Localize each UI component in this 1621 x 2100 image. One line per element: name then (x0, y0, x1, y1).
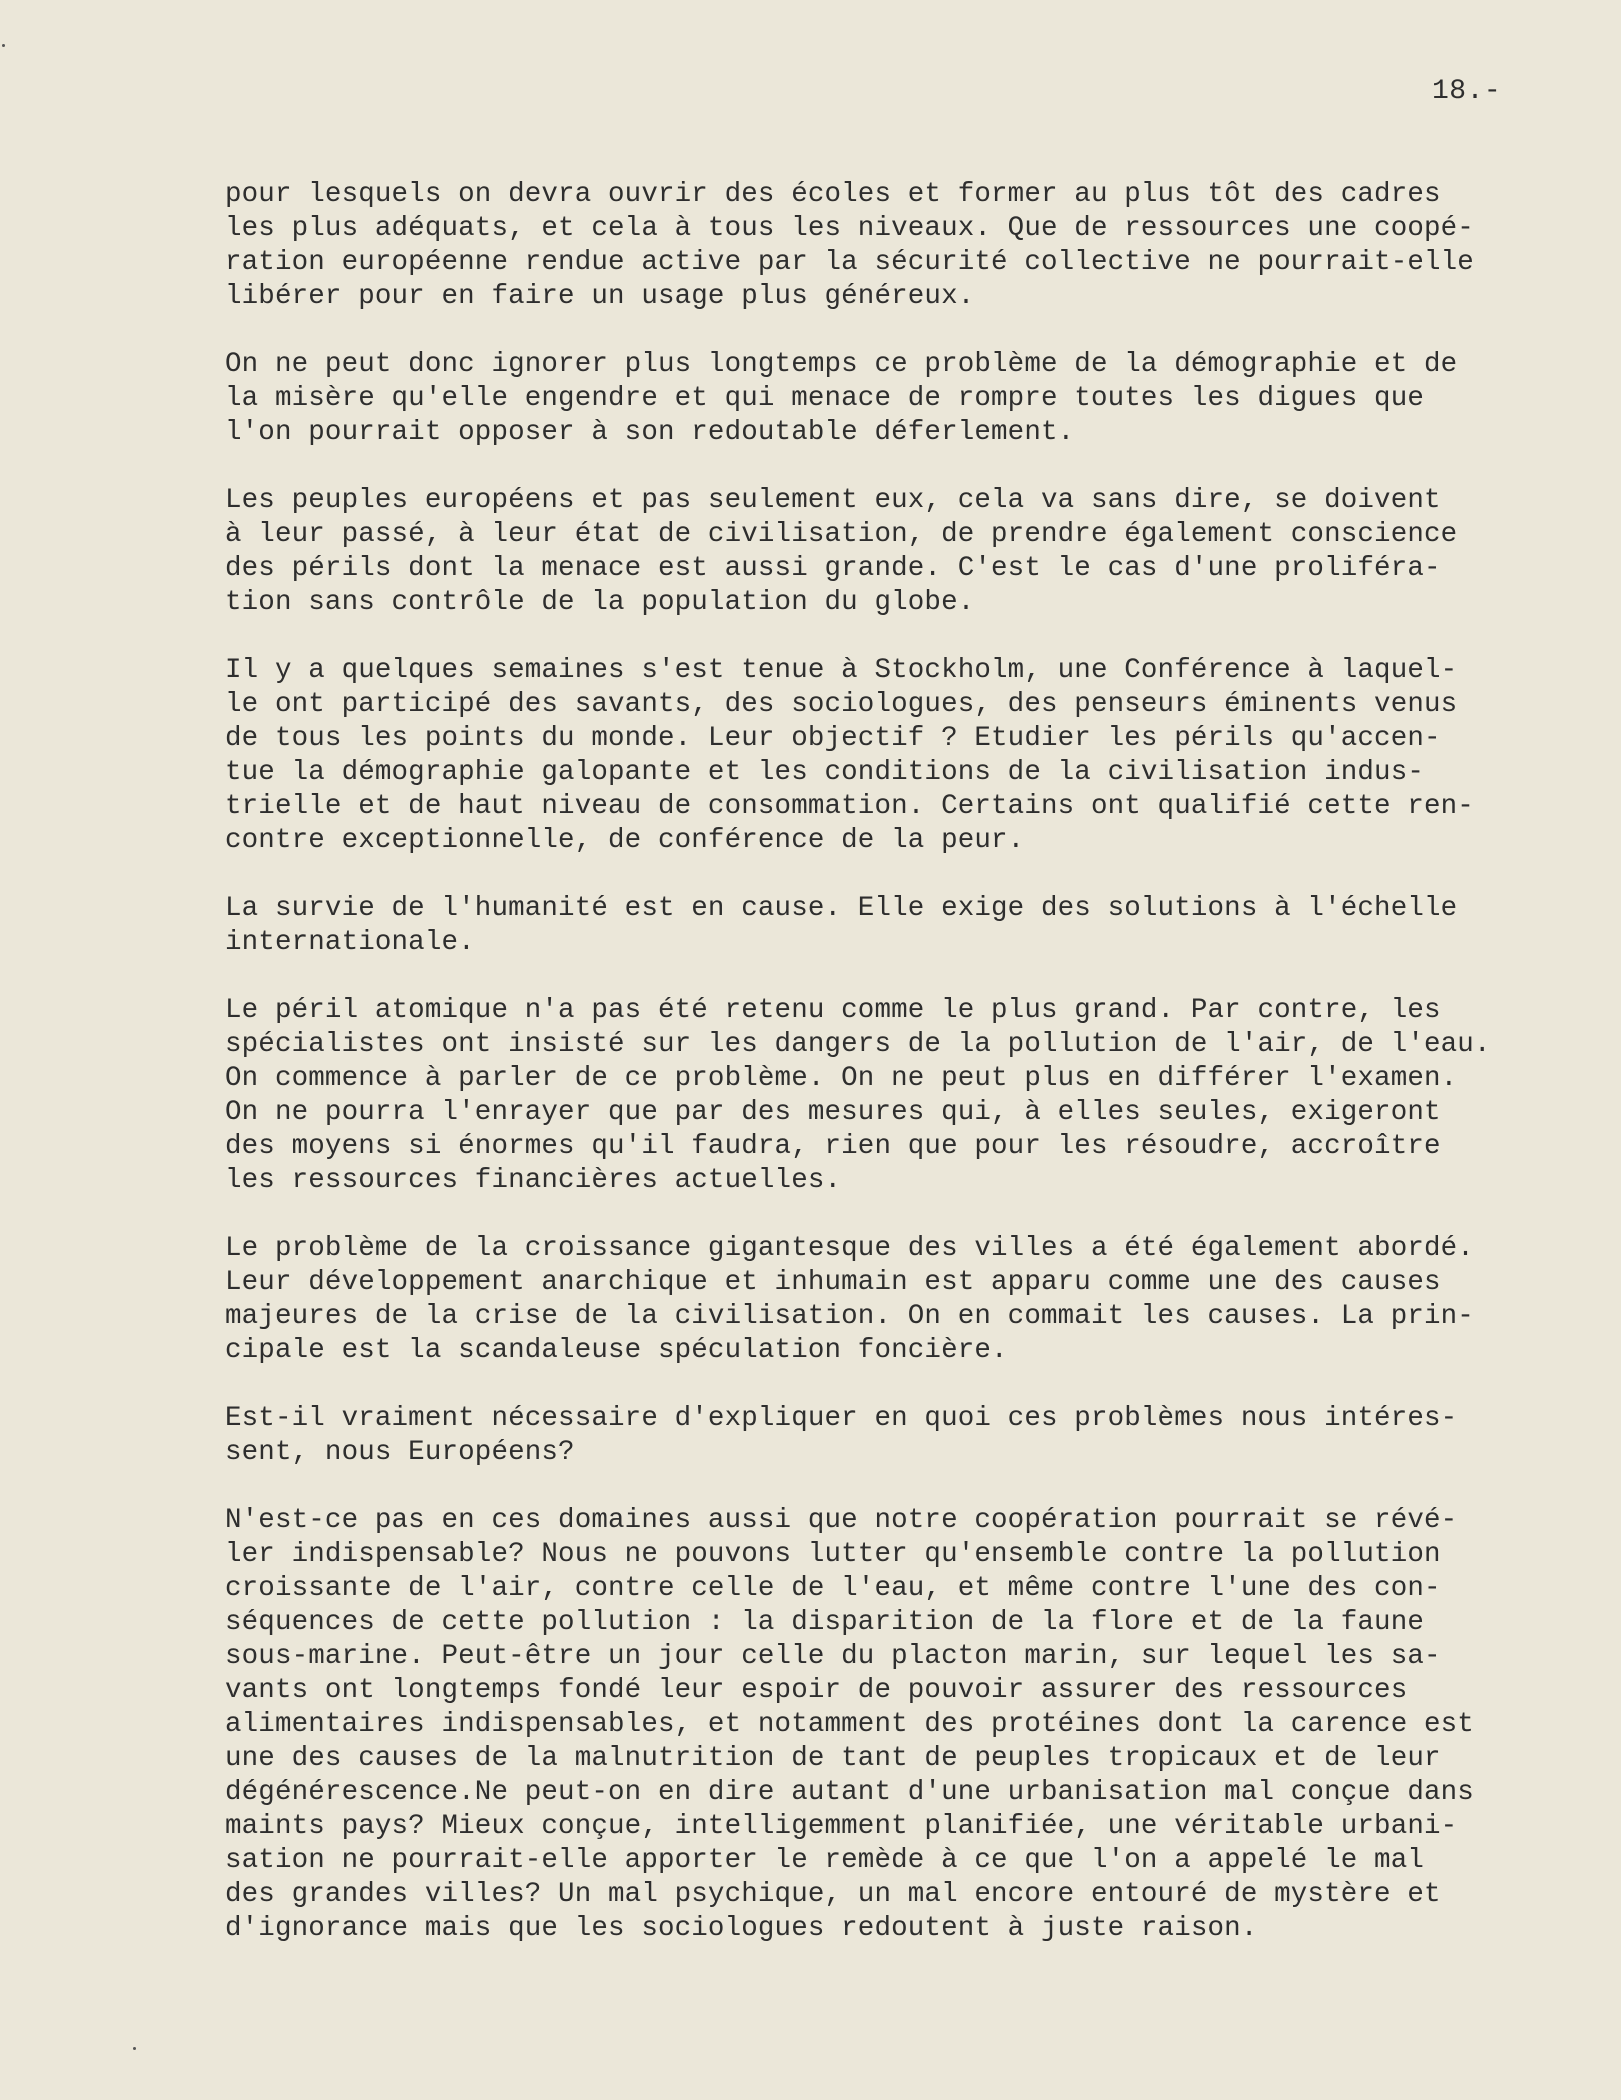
page-number: 18.- (1432, 76, 1502, 107)
text-line: sous-marine. Peut-être un jour celle du placton marin, sur lequel les sa- (225, 1641, 1441, 1672)
text-line: ration européenne rendue active par la sécurité collective ne pourrait-elle (225, 247, 1474, 278)
text-line: séquences de cette pollution : la disparition de la flore et de la faune (225, 1607, 1424, 1638)
text-line: La survie de l'humanité est en cause. Elle exige des solutions à l'échelle (225, 893, 1458, 924)
text-line: sent, nous Européens? (225, 1437, 575, 1468)
text-line: Le problème de la croissance gigantesque des villes a été également abordé. (225, 1233, 1474, 1264)
text-line: On ne pourra l'enrayer que par des mesures qui, à elles seules, exigeront (225, 1097, 1441, 1128)
text-line: Le péril atomique n'a pas été retenu comme le plus grand. Par contre, les (225, 995, 1441, 1026)
text-line: majeures de la crise de la civilisation. On en commait les causes. La prin- (225, 1301, 1474, 1332)
paragraph (225, 1504, 1565, 1946)
text-line: croissante de l'air, contre celle de l'eau, et même contre l'une des con- (225, 1573, 1441, 1604)
text-line: vants ont longtemps fondé leur espoir de pouvoir assurer des ressources (225, 1675, 1408, 1706)
text-line: tion sans contrôle de la population du globe. (225, 587, 975, 618)
text-line: des moyens si énormes qu'il faudra, rien que pour les résoudre, accroître (225, 1131, 1441, 1162)
text-line: contre exceptionnelle, de conférence de la peur. (225, 825, 1025, 856)
text-line: internationale. (225, 927, 475, 958)
text-line: les plus adéquats, et cela à tous les niveaux. Que de ressources une coopé- (225, 213, 1474, 244)
text-line: libérer pour en faire un usage plus généreux. (225, 281, 975, 312)
text-line: ler indispensable? Nous ne pouvons lutter qu'ensemble contre la pollution (225, 1539, 1441, 1570)
text-line: On ne peut donc ignorer plus longtemps ce problème de la démographie et de (225, 349, 1458, 380)
paragraph (225, 1232, 1565, 1368)
text-line: de tous les points du monde. Leur objectif ? Etudier les périls qu'accen- (225, 723, 1441, 754)
text-line: les ressources financières actuelles. (225, 1165, 842, 1196)
paragraph (225, 484, 1565, 620)
text-line: une des causes de la malnutrition de tant de peuples tropicaux et de leur (225, 1743, 1441, 1774)
text-line: N'est-ce pas en ces domaines aussi que notre coopération pourrait se révé- (225, 1505, 1458, 1536)
paragraph (225, 654, 1565, 858)
text-line: dégénérescence.Ne peut-on en dire autant d'une urbanisation mal conçue dans (225, 1777, 1474, 1808)
text-line: à leur passé, à leur état de civilisation, de prendre également conscience (225, 519, 1458, 550)
text-line: l'on pourrait opposer à son redoutable déferlement. (225, 417, 1075, 448)
paragraph (225, 994, 1565, 1198)
margin-speck (133, 2047, 136, 2050)
text-line: tue la démographie galopante et les conditions de la civilisation indus- (225, 757, 1424, 788)
text-line: sation ne pourrait-elle apporter le remède à ce que l'on a appelé le mal (225, 1845, 1424, 1876)
text-line: des périls dont la menace est aussi grande. C'est le cas d'une proliféra- (225, 553, 1441, 584)
text-line: Les peuples européens et pas seulement eux, cela va sans dire, se doivent (225, 485, 1441, 516)
margin-speck (2, 44, 5, 47)
text-line: alimentaires indispensables, et notamment des protéines dont la carence est (225, 1709, 1474, 1740)
document-body (225, 178, 1565, 1980)
text-line: la misère qu'elle engendre et qui menace de rompre toutes les digues que (225, 383, 1424, 414)
paragraph (225, 348, 1565, 450)
paragraph (225, 178, 1565, 314)
text-line: d'ignorance mais que les sociologues redoutent à juste raison. (225, 1913, 1258, 1944)
text-line: cipale est la scandaleuse spéculation foncière. (225, 1335, 1008, 1366)
paragraph (225, 892, 1565, 960)
text-line: On commence à parler de ce problème. On ne peut plus en différer l'examen. (225, 1063, 1458, 1094)
text-line: maints pays? Mieux conçue, intelligemment planifiée, une véritable urbani- (225, 1811, 1458, 1842)
text-line: pour lesquels on devra ouvrir des écoles et former au plus tôt des cadres (225, 179, 1441, 210)
paragraph (225, 1402, 1565, 1470)
text-line: spécialistes ont insisté sur les dangers de la pollution de l'air, de l'eau. (225, 1029, 1491, 1060)
text-line: trielle et de haut niveau de consommation. Certains ont qualifié cette ren- (225, 791, 1474, 822)
text-line: le ont participé des savants, des sociologues, des penseurs éminents venus (225, 689, 1458, 720)
text-line: Il y a quelques semaines s'est tenue à Stockholm, une Conférence à laquel- (225, 655, 1458, 686)
text-line: Est-il vraiment nécessaire d'expliquer en quoi ces problèmes nous intéres- (225, 1403, 1458, 1434)
text-line: des grandes villes? Un mal psychique, un mal encore entouré de mystère et (225, 1879, 1441, 1910)
text-line: Leur développement anarchique et inhumain est apparu comme une des causes (225, 1267, 1441, 1298)
